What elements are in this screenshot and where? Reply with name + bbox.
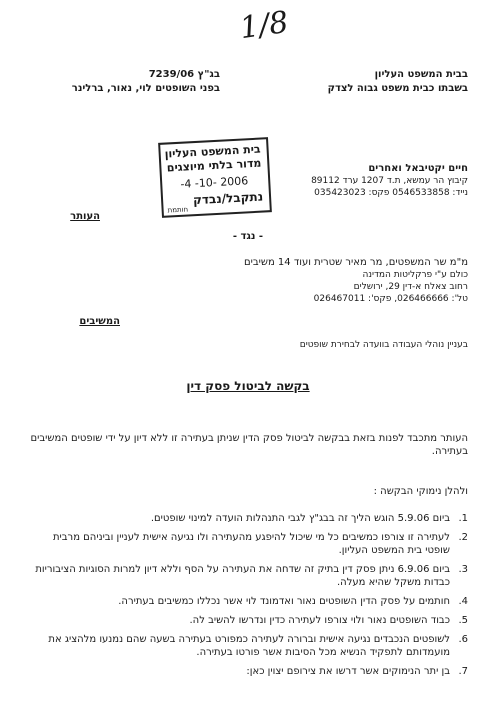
- respondents-line-2: כולם ע"י פרקליטות המדינה: [362, 270, 468, 280]
- reasons-intro: ולהלן נימוקי הבקשה :: [373, 486, 468, 497]
- document-title: בקשה לביטול פסק דין: [186, 379, 310, 393]
- versus-line: - נגד -: [232, 231, 264, 242]
- reason-item: [28, 595, 468, 608]
- petitioner-phones: נייד: 0546533858 פקס: 035423023: [314, 188, 468, 198]
- reason-text: לשופטים הנכבדים נגיעה אישית וברורה לעתירה כמפורט בעתירה בשעה שהם נמנעו מלהציג את מועמדותם לתפקיד הנשיא מכל הסיבות אשר פורטו בעתירה.: [48, 634, 450, 658]
- respondents-role-label: המשיבים: [79, 316, 120, 327]
- judges-line: בפני השופטים לוי, נאור, ברלינר: [71, 83, 220, 94]
- reason-item: [28, 665, 468, 678]
- court-stamp: [158, 137, 272, 218]
- reason-number: 5.: [458, 615, 468, 626]
- matter-line: בעניין נוהלי העבודה בוועדה לבחירת שופטים: [299, 340, 468, 350]
- reason-number: 7.: [458, 666, 468, 677]
- reason-text: ביום 6.9.06 ניתן פסק דין בתיק זה שדחה את העתירה על הסף וללא דיון למרות הסוגיות הציבוריות כבדות משקל שהיא מעלה.: [35, 564, 450, 588]
- reason-number: 2.: [458, 532, 468, 543]
- respondents-line-3: רחוב צאלח א-דין 29, ירושלים: [353, 282, 468, 292]
- court-name: בבית המשפט העליון: [374, 69, 468, 80]
- reason-text: לעתירה זו צורפו כמשיבים כל מי שיכול להיפגע מהעתירה ולו נגיעה אישית לעניין וביניהם מרבית שופטי בית המשפט העליון.: [52, 532, 450, 556]
- reason-item: [28, 531, 468, 557]
- respondents-line-4: טל': 026466666, פקס': 026467011: [313, 294, 468, 304]
- reason-item: [28, 512, 468, 525]
- reason-number: 4.: [458, 596, 468, 607]
- petitioner-role-label: העותר: [70, 211, 100, 222]
- stamp-date: -4 -10- 2006: [180, 174, 249, 191]
- stamp-court-name: בית המשפט העליון: [164, 142, 261, 161]
- stamp-department: מדור בלתי מיוצגים: [166, 156, 262, 175]
- reason-number: 6.: [458, 634, 468, 645]
- handwritten-page-mark: 1/8: [237, 4, 291, 47]
- intro-paragraph: העותר מתכבד לפנות בזאת בבקשה לביטול פסק הדין שניתן בעתירה זו ללא דיון על ידי שופטים המשיבים בעתירה.: [30, 433, 468, 457]
- court-sitting: בשבתו כבית משפט גבוה לצדק: [327, 83, 468, 94]
- reason-number: 1.: [458, 513, 468, 524]
- reason-item: [28, 563, 468, 589]
- stamp-received: נתקבל/נבדק: [192, 189, 264, 208]
- reasons-list: [28, 512, 468, 684]
- reason-text: חותמים על פסק הדין השופטים נאור ואדמונד לוי אשר נכללו כמשיבים בעתירה.: [118, 596, 450, 607]
- case-number: בג"ץ 7239/06: [148, 69, 220, 80]
- petitioner-address: קיבוץ הר עמשא, ת.ד 1207 ערד 89112: [311, 176, 468, 186]
- reason-text: ביום 5.9.06 הוגש הליך זה בבג"ץ לגבי התנהלות הועדה למינוי שופטים.: [150, 513, 450, 524]
- reason-item: [28, 614, 468, 627]
- respondents-line-1: מ"מ שר המשפטים, מר מאיר שטרית ועוד 14 משיבים: [243, 257, 468, 268]
- reason-item: [28, 633, 468, 659]
- reason-number: 3.: [458, 564, 468, 575]
- reason-text: בן יתר הנימוקים אשר דרשו את צירופם יצוין כאן:: [246, 666, 450, 677]
- petitioner-name: חיים יקטיבאל ואחרים: [368, 163, 468, 174]
- stamp-signature-label: חותמת: [167, 205, 189, 215]
- reason-text: כבוד השופטים נאור ולוי צורפו לעתירה כדין ונדרשו להשיב לה.: [189, 615, 450, 626]
